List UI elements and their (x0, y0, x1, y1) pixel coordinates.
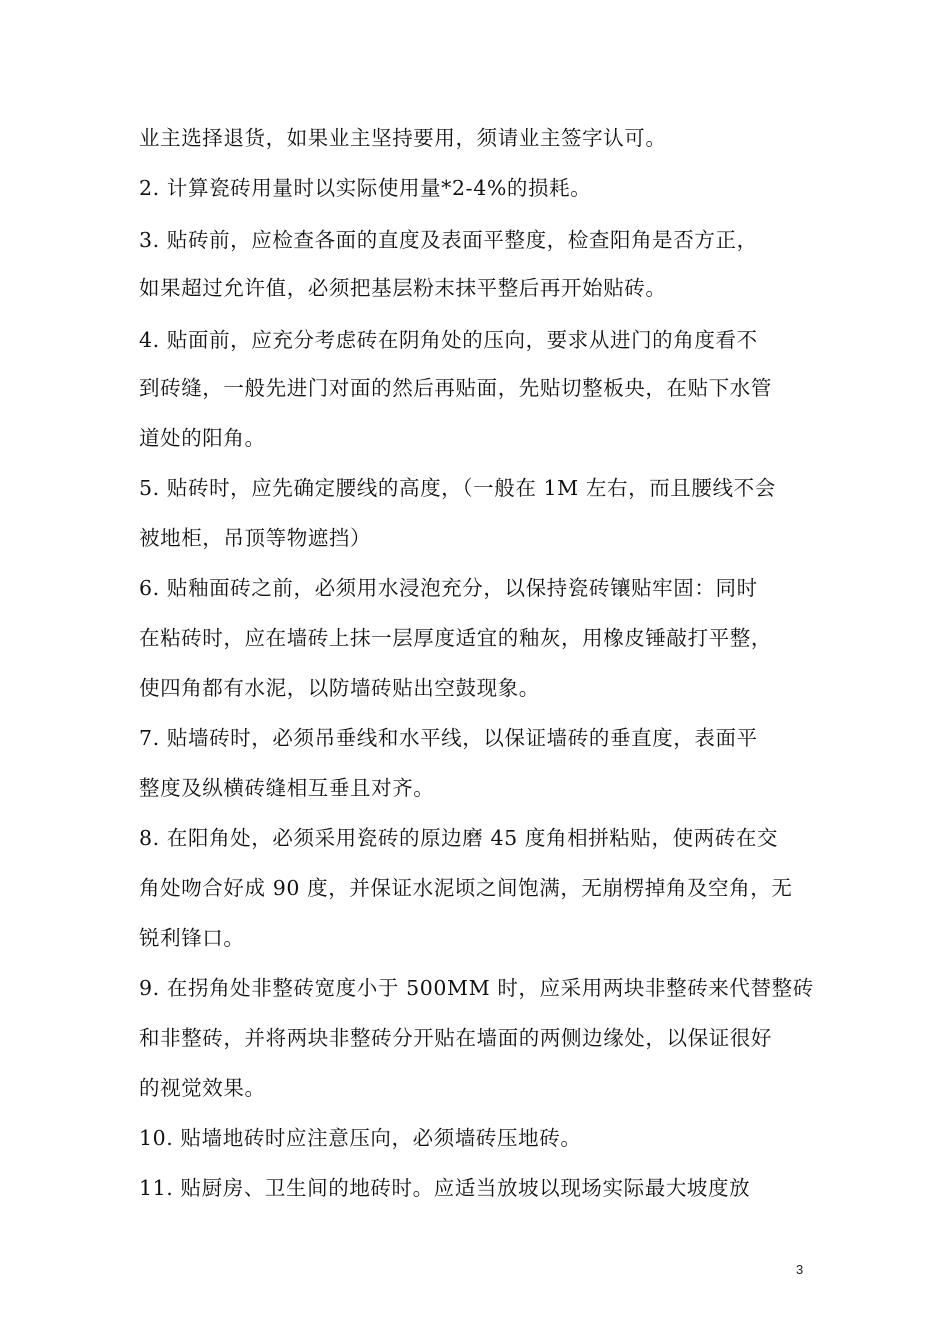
text-line: 到砖缝，一般先进门对面的然后再贴面，先贴切整板央，在贴下水管 (139, 376, 772, 400)
text-line: 7. 贴墙砖时，必须吊垂线和水平线，以保证墙砖的垂直度，表面平 (139, 726, 758, 750)
text-line: 5. 贴砖时，应先确定腰线的高度，（一般在 1M 左右，而且腰线不会 (139, 476, 776, 500)
text-line: 11. 贴厨房、卫生间的地砖时。应适当放坡以现场实际最大坡度放 (139, 1176, 751, 1200)
text-line: 9. 在拐角处非整砖宽度小于 500MM 时，应采用两块非整砖来代替整砖 (139, 976, 814, 1000)
text-line: 和非整砖，并将两块非整砖分开贴在墙面的两侧边缘处，以保证很好 (139, 1026, 772, 1050)
text-line: 锐利锋口。 (139, 926, 245, 950)
text-line: 被地柜，吊顶等物遮挡） (139, 526, 372, 550)
text-line: 使四角都有水泥，以防墙砖贴出空鼓现象。 (139, 676, 540, 700)
text-line: 3. 贴砖前，应检查各面的直度及表面平整度，检查阳角是否方正， (139, 228, 758, 252)
text-line: 10. 贴墙地砖时应注意压向，必须墙砖压地砖。 (139, 1126, 582, 1150)
text-line: 道处的阳角。 (139, 426, 266, 450)
text-line: 6. 贴釉面砖之前，必须用水浸泡充分，以保持瓷砖镶贴牢固：同时 (139, 576, 758, 600)
text-line: 的视觉效果。 (139, 1076, 266, 1100)
text-line: 如果超过允许值，必须把基层粉末抹平整后再开始贴砖。 (139, 276, 667, 300)
text-line: 4. 贴面前，应充分考虑砖在阴角处的压向，要求从进门的角度看不 (139, 328, 758, 352)
text-line: 在粘砖时，应在墙砖上抹一层厚度适宜的釉灰，用橡皮锤敲打平整， (139, 626, 772, 650)
text-line: 角处吻合好成 90 度，并保证水泥顷之间饱满，无崩楞掉角及空角，无 (139, 876, 793, 900)
text-line: 8. 在阳角处，必须采用瓷砖的原边磨 45 度角相拼粘贴，使两砖在交 (139, 826, 779, 850)
text-line: 业主选择退货，如果业主坚持要用，须请业主签字认可。 (139, 126, 667, 150)
page-number: 3 (796, 1262, 804, 1277)
text-line: 整度及纵横砖缝相互垂且对齐。 (139, 776, 435, 800)
text-line: 2. 计算瓷砖用量时以实际使用量*2-4%的损耗。 (139, 176, 592, 200)
